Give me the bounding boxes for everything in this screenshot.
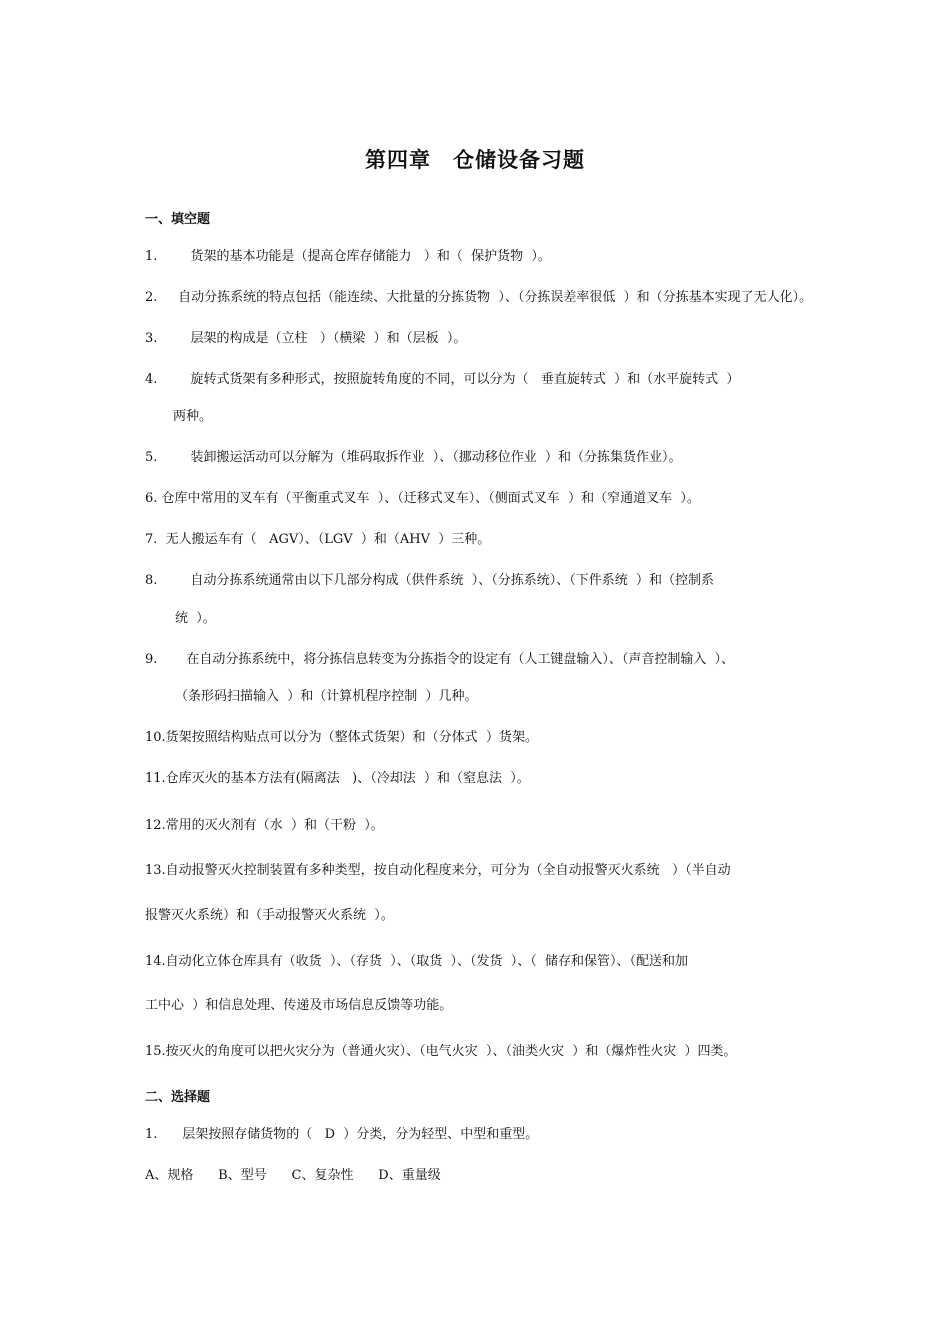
- question-text: 11.仓库灭火的基本方法有(隔离法 )、（冷却法 ）和（窒息法 ）。: [145, 771, 530, 786]
- question-text: 9. 在自动分拣系统中，将分拣信息转变为分拣指令的设定有（人工键盘输入）、（声音控制输入 ）、: [145, 652, 735, 667]
- section-heading-multiple-choice: 二、选择题: [145, 1090, 211, 1105]
- question-text: 4. 旋转式货架有多种形式，按照旋转角度的不同，可以分为（ 垂直旋转式 ）和（水平旋转式 ）: [145, 372, 740, 387]
- question-text: 7. 无人搬运车有（ AGV）、（LGV ）和（AHV ）三种。: [145, 532, 491, 547]
- question-text-continued: 两种。: [173, 409, 213, 424]
- page-title: 第四章 仓储设备习题: [365, 148, 585, 172]
- question-text: 15.按灭火的角度可以把火灾分为（普通火灾）、（电气火灾 ）、（油类火灾 ）和（爆炸性火灾 ）四类。: [145, 1044, 737, 1059]
- question-text: 1. 层架按照存储货物的（ D ）分类，分为轻型、中型和重型。: [145, 1127, 539, 1142]
- question-text: 1. 货架的基本功能是（提高仓库存储能力 ）和（ 保护货物 ）。: [145, 249, 551, 264]
- question-text-continued: 工中心 ）和信息处理、传递及市场信息反馈等功能。: [145, 998, 453, 1013]
- question-text: 12.常用的灭火剂有（水 ）和（干粉 ）。: [145, 818, 384, 833]
- question-text: 5. 装卸搬运活动可以分解为（堆码取拆作业 ）、（挪动移位作业 ）和（分拣集货作业）。: [145, 450, 682, 465]
- question-text: 8. 自动分拣系统通常由以下几部分构成（供件系统 ）、（分拣系统）、（下件系统 ）和（控制系: [145, 573, 714, 588]
- question-text: 3. 层架的构成是（立柱 ）（横梁 ）和（层板 ）。: [145, 331, 467, 346]
- section-heading-fill-blank: 一、填空题: [145, 212, 211, 227]
- question-text: 6. 仓库中常用的叉车有（平衡重式叉车 ）、（迁移式叉车）、（侧面式叉车 ）和（窄通道叉车 ）。: [145, 491, 700, 506]
- question-text: 13.自动报警灭火控制装置有多种类型，按自动化程度来分，可分为（全自动报警灭火系统 ）（半自动: [145, 863, 731, 878]
- choice-options: A、规格 B、型号 C、复杂性 D、重量级: [145, 1168, 441, 1183]
- question-text-continued: 统 ）。: [175, 611, 216, 626]
- question-text-continued: （条形码扫描输入 ）和（计算机程序控制 ）几种。: [175, 689, 478, 704]
- question-text-continued: 报警灭火系统）和（手动报警灭火系统 ）。: [145, 908, 394, 923]
- question-text: 14.自动化立体仓库具有（收货 ）、（存货 ）、（取货 ）、（发货 ）、（ 储存和保管）、（配送和加: [145, 954, 688, 969]
- question-text: 2. 自动分拣系统的特点包括（能连续、大批量的分拣货物 ）、（分拣误差率很低 ）和（分拣基本实现了无人化）。: [145, 290, 813, 305]
- question-text: 10.货架按照结构贴点可以分为（整体式货架）和（分体式 ）货架。: [145, 730, 538, 745]
